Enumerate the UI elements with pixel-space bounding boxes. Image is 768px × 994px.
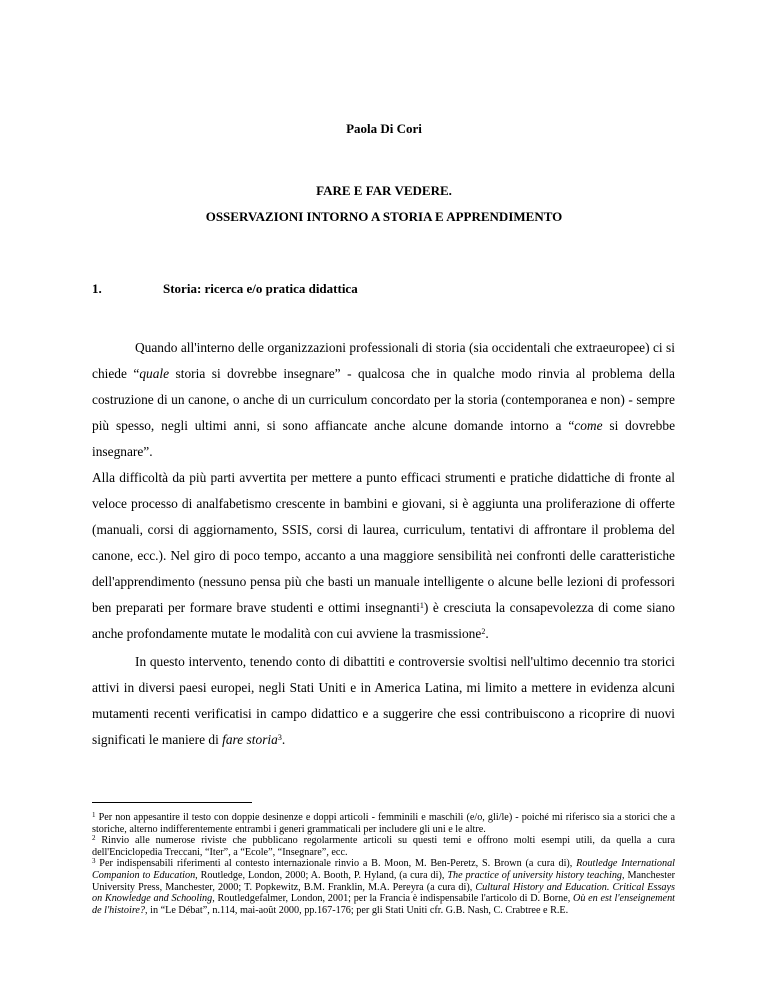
footnotes bbox=[92, 812, 675, 916]
footnote-text: , Manchester University Press, Manchester, 2000; T. Popkewitz, B.M. Franklin, M.A. Pereyra (a cura di), bbox=[92, 869, 675, 893]
footnote-text: Rinvio alle numerose riviste che pubblicano regolarmente articoli su questi temi e offrono molti esempi utili, da quella a cura dell'Enciclopedia Treccani, “Iter”, a “Ecole”, “Insegnare”, ecc. bbox=[92, 835, 675, 858]
footnote-1 bbox=[92, 812, 675, 835]
citation-title: Cultural History and Education. Critical Essays on Knowledge and Schooling bbox=[92, 881, 675, 905]
paragraph-2 bbox=[92, 465, 675, 647]
section-title: Storia: ricerca e/o pratica didattica bbox=[163, 281, 358, 296]
text-span: Quando all'interno delle organizzazioni professionali di storia (sia occidentali che extraeuropee) ci si chiede “ bbox=[92, 340, 675, 381]
citation-title: The practice of university history teaching bbox=[447, 869, 623, 881]
footnote-mark-1: 1 bbox=[92, 811, 96, 819]
text-span: . bbox=[485, 626, 489, 641]
emphasis-come: come bbox=[574, 418, 603, 433]
footnote-ref-2[interactable]: 2 bbox=[481, 627, 486, 636]
footnote-text: Per non appesantire il testo con doppie desinenze e doppi articoli - femminili e maschili (e/o, gli/le) - poiché mi riferisco sia a storici che a storiche, alterno indifferentemente entrambi i generi grammaticali per includere gli uni e le altre. bbox=[92, 812, 675, 835]
footnote-3 bbox=[92, 858, 675, 916]
footnote-ref-3[interactable]: 3 bbox=[277, 733, 282, 742]
title-line-2: OSSERVAZIONI INTORNO A STORIA E APPRENDIMENTO bbox=[205, 209, 563, 224]
footnote-mark-2: 2 bbox=[92, 834, 96, 843]
section-number: 1. bbox=[92, 281, 102, 296]
text-span: Alla difficoltà da più parti avvertita per mettere a punto efficaci strumenti e pratiche didattiche di fronte al veloce processo di analfabetismo crescente in bambini e giovani, si è aggiunta una proliferazione di offerte (manuali, corsi di aggiornamento, SSIS, corsi di laurea, curriculum, tentativi di affrontare il problema del canone, ecc.). Nel giro di poco tempo, accanto a una maggiore sensibilità nei confronti delle caratteristiche dell'apprendimento (nessuno pensa più che basti un manuale intelligente o alcune belle lezioni di professori ben preparati per formare brave studenti e ottimi insegnanti bbox=[92, 470, 675, 615]
text-span: In questo intervento, tenendo conto di dibattiti e controversie svoltisi nell'ultimo decennio tra storici attivi in diversi paesi europei, negli Stati Uniti e in America Latina, mi limito a mettere in evidenza alcuni mutamenti recenti verificatisi in campo didattico e a suggerire che essi contribuiscono a ricoprire di nuovi significati le maniere di bbox=[92, 654, 675, 747]
footnote-ref-1[interactable]: 1 bbox=[419, 601, 424, 610]
text-span: . bbox=[281, 732, 286, 747]
footnote-2 bbox=[92, 835, 675, 858]
footnote-separator bbox=[92, 802, 252, 803]
footnote-text: , in “Le Débat”, n.114, mai-août 2000, pp.167-176; per gli Stati Uniti cfr. G.B. Nash, C. Crabtree e R.E. bbox=[145, 904, 569, 916]
paragraph-3 bbox=[92, 649, 675, 753]
text-span: ) è cresciuta la consapevolezza di come siano anche profondamente mutate le modalità con cui avviene la trasmissione bbox=[92, 600, 675, 641]
text-span: si dovrebbe insegnare”. bbox=[92, 418, 676, 459]
paragraph-1 bbox=[92, 335, 675, 465]
text-span: storia si dovrebbe insegnare” - qualcosa che in qualche modo rinvia al problema della costruzione di un canone, o anche di un curriculum concordato per la storia (contemporanea e non) - sempre più spesso, negli ultimi anni, si sono affiancate anche alcune domande intorno a “ bbox=[92, 366, 676, 433]
footnote-mark-3: 3 bbox=[92, 857, 96, 866]
footnote-text: , Routledgefalmer, London, 2001; per la Francia è indispensabile l'articolo di D. Borne, bbox=[212, 893, 573, 905]
author-name: Paola Di Cori bbox=[346, 121, 422, 136]
footnote-text: Per indispensabili riferimenti al contesto internazionale rinvio a B. Moon, M. Ben-Peretz, S. Brown (a cura di), bbox=[95, 858, 577, 870]
citation-title: Routledge International Companion to Education bbox=[92, 858, 675, 881]
citation-title: Où en est l'enseignement de l'histoire? bbox=[92, 893, 675, 916]
title-line-1: FARE E FAR VEDERE. bbox=[316, 183, 452, 198]
emphasis-fare-storia: fare storia bbox=[222, 732, 278, 747]
emphasis-quale: quale bbox=[139, 366, 170, 381]
footnote-text: , Routledge, London, 2000; A. Booth, P. Hyland, (a cura di), bbox=[195, 869, 448, 881]
